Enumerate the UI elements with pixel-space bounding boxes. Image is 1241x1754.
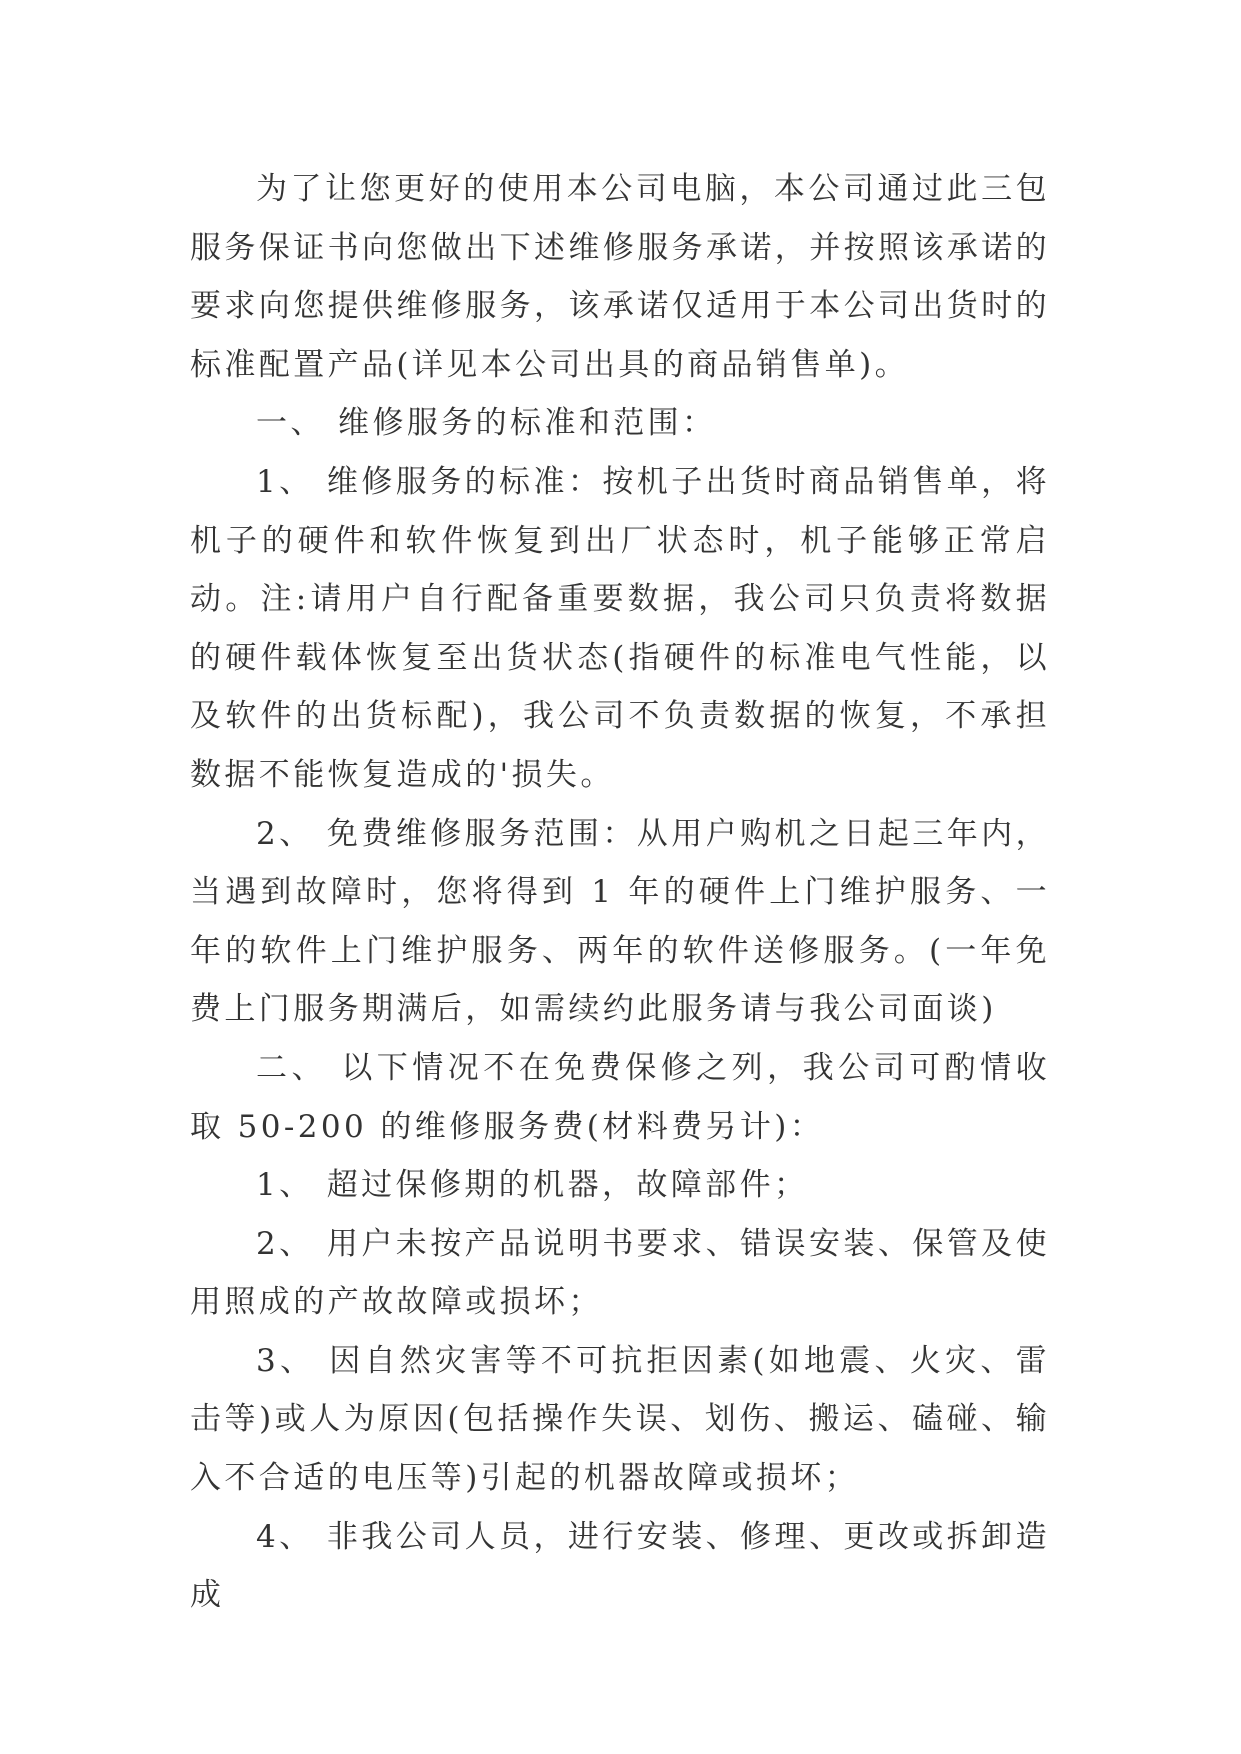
document-body [190, 160, 1050, 1625]
section-heading-exclusions: 二、 以下情况不在免费保修之列，我公司可酌情收取 50-200 的维修服务费(材料费另计)： [190, 1049, 1050, 1145]
section-heading-service-scope: 一、 维修服务的标准和范围： [256, 405, 717, 442]
exclusion-item-2: 2、 用户未按产品说明书要求、错误安装、保管及使用照成的产故故障或损坏； [190, 1225, 1050, 1321]
exclusion-item-4: 4、 非我公司人员，进行安装、修理、更改或拆卸造成 [190, 1518, 1050, 1614]
clause-free-repair-scope: 2、 免费维修服务范围：从用户购机之日起三年内，当遇到故障时，您将得到 1 年的硬件上门维护服务、一年的软件上门维护服务、两年的软件送修服务。(一年免费上门服务期满后，如需续约此服务请与我公司面谈) [190, 815, 1050, 1028]
clause-service-standard: 1、 维修服务的标准：按机子出货时商品销售单，将机子的硬件和软件恢复到出厂状态时，机子能够正常启动。注:请用户自行配备重要数据，我公司只负责将数据的硬件载体恢复至出货状态(指硬件的标准电气性能，以及软件的出货标配)，我公司不负责数据的恢复，不承担数据不能恢复造成的'损失。 [190, 463, 1050, 793]
exclusion-item-1: 1、 超过保修期的机器，故障部件； [256, 1167, 809, 1204]
exclusion-item-3: 3、 因自然灾害等不可抗拒因素(如地震、火灾、雷击等)或人为原因(包括操作失误、划伤、搬运、磕碰、输入不合适的电压等)引起的机器故障或损坏； [190, 1342, 1050, 1497]
intro-paragraph: 为了让您更好的使用本公司电脑，本公司通过此三包服务保证书向您做出下述维修服务承诺，并按照该承诺的要求向您提供维修服务，该承诺仅适用于本公司出货时的标准配置产品(详见本公司出具的商品销售单)。 [190, 171, 1050, 383]
